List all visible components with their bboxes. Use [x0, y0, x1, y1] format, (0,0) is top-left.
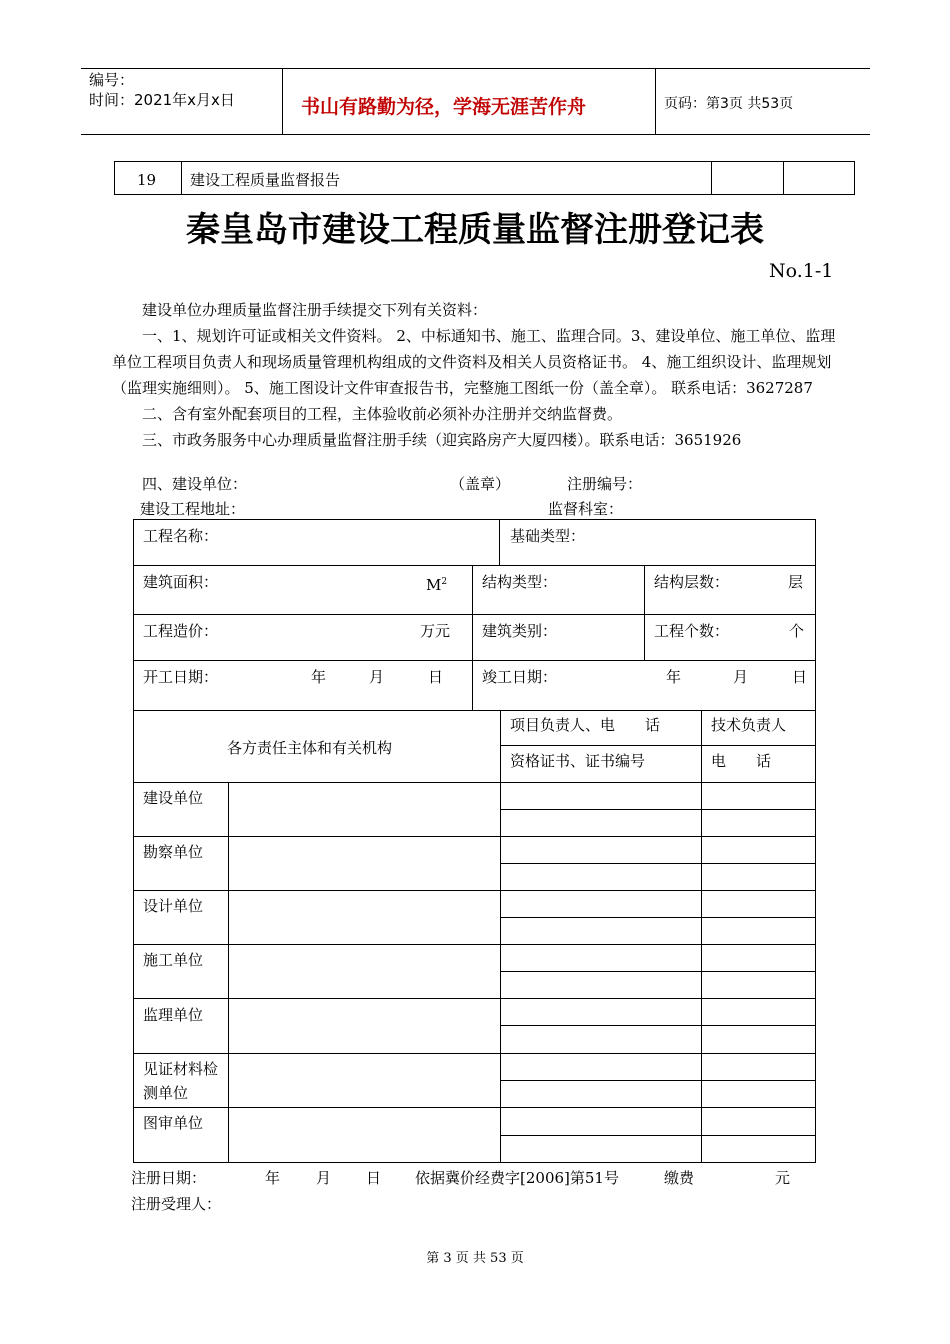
- registration-number-label: 注册编号：: [567, 475, 643, 493]
- table-border: [133, 614, 816, 615]
- table-border: [499, 519, 500, 566]
- area-unit: [426, 572, 447, 595]
- instructions-item-2: 二、含有室外配套项目的工程，主体验收前必须补办注册并交纳监督费。: [142, 405, 623, 423]
- seal-label: （盖章）: [450, 475, 511, 493]
- toprow-top-border: [114, 161, 855, 162]
- unit-label-drawing-review: 图审单位: [143, 1114, 204, 1132]
- end-year: 年: [666, 668, 682, 686]
- structure-floors-label: 结构层数：: [654, 573, 730, 591]
- registration-year: 年: [265, 1169, 281, 1187]
- end-day: 日: [792, 668, 808, 686]
- toprow-border-3: [783, 161, 784, 195]
- table-border: [815, 519, 816, 711]
- instructions-item-1: 一、1、规划许可证或相关文件资料。 2、中标通知书、施工、监理合同。3、建设单位、施工单位、监理单位工程项目负责人和现场质量管理机构组成的文件资料及相关人员资格证书。 4、施工组织设计、监理规划（监理实施细则）。 5、施工图设计文件审查报告书，完整施工图纸一份（盖全章）。 联系电话：3627287: [112, 327, 836, 397]
- certificate-header: 资格证书、证书编号: [510, 752, 646, 770]
- foundation-type-label: 基础类型：: [510, 527, 586, 545]
- table-border: [133, 519, 134, 711]
- table-border: [815, 710, 816, 1163]
- table-border: [133, 660, 816, 661]
- project-cost-label: 工程造价：: [143, 622, 219, 640]
- toprow-name: 建设工程质量监督报告: [190, 171, 341, 189]
- building-area-label: 建筑面积：: [143, 573, 219, 591]
- number-label: 编号：: [89, 71, 135, 89]
- table-border: [228, 782, 229, 1163]
- page-footer: 第 3 页 共 53 页: [426, 1251, 524, 1266]
- table-border: [133, 1162, 816, 1163]
- cost-unit: 万元: [420, 622, 451, 640]
- header-divider-2: [655, 68, 656, 135]
- table-border: [133, 710, 816, 711]
- table-border: [500, 971, 816, 972]
- fee-unit: 元: [775, 1169, 791, 1187]
- structure-type-label: 结构类型：: [482, 573, 558, 591]
- registration-month: 月: [316, 1169, 332, 1187]
- instructions: [112, 297, 842, 453]
- table-border: [472, 565, 473, 711]
- address-label: 建设工程地址：: [140, 500, 246, 518]
- table-border: [701, 710, 702, 1163]
- unit-label-builder: 建设单位: [143, 789, 204, 807]
- table-border: [500, 863, 816, 864]
- table-border: [133, 565, 816, 566]
- unit-label-supervision: 监理单位: [143, 1006, 204, 1024]
- header-divider-1: [282, 68, 283, 135]
- page-title: 秦皇岛市建设工程质量监督注册登记表: [186, 210, 764, 250]
- fee-label: 缴费: [664, 1169, 695, 1187]
- pm-phone-header: 项目负责人、电 话: [510, 716, 661, 734]
- toprow-index: 19: [137, 171, 157, 189]
- unit-label-survey: 勘察单位: [143, 843, 204, 861]
- table-border: [133, 782, 816, 783]
- building-category-label: 建筑类别：: [482, 622, 558, 640]
- tech-lead-header: 技术负责人: [711, 716, 787, 734]
- table-border: [500, 710, 501, 1163]
- table-border: [133, 944, 816, 945]
- table-border: [500, 1025, 816, 1026]
- toprow-border-left: [114, 161, 115, 195]
- table-border: [133, 1053, 816, 1054]
- table-border: [500, 1135, 816, 1136]
- motto: 书山有路勤为径，学海无涯苦作舟: [301, 96, 587, 118]
- end-month: 月: [733, 668, 749, 686]
- unit-label-testing: 见证材料检测单位: [143, 1060, 219, 1102]
- builder-label: 四、建设单位：: [142, 475, 248, 493]
- table-border: [133, 890, 816, 891]
- registration-day: 日: [366, 1169, 382, 1187]
- toprow-border-2: [711, 161, 712, 195]
- time-label: 时间：2021年x月x日: [89, 91, 235, 109]
- fee-basis: 依据冀价经费字[2006]第51号: [415, 1169, 619, 1187]
- table-border: [500, 917, 816, 918]
- unit-label-design: 设计单位: [143, 897, 204, 915]
- supervision-section-label: 监督科室：: [548, 500, 624, 518]
- start-date-label: 开工日期：: [143, 668, 219, 686]
- table-border: [133, 998, 816, 999]
- form-number: No.1-1: [769, 260, 834, 282]
- instructions-item-3: 三、市政务服务中心办理质量监督注册手续（迎宾路房产大厦四楼）。联系电话：3651926: [142, 431, 742, 449]
- table-border: [500, 1080, 816, 1081]
- project-count-label: 工程个数：: [654, 622, 730, 640]
- phone-header: 电 话: [711, 752, 772, 770]
- start-year: 年: [311, 668, 327, 686]
- toprow-border-right: [854, 161, 855, 195]
- header-top-rule: [81, 68, 870, 69]
- project-name-label: 工程名称：: [143, 527, 219, 545]
- table-border: [644, 565, 645, 661]
- end-date-label: 竣工日期：: [482, 668, 558, 686]
- receiver-label: 注册受理人：: [131, 1195, 222, 1213]
- instructions-intro: 建设单位办理质量监督注册手续提交下列有关资料：: [142, 301, 488, 319]
- toprow-bottom-border: [114, 194, 855, 195]
- table-border: [133, 519, 816, 520]
- table-border: [500, 745, 816, 746]
- start-day: 日: [428, 668, 444, 686]
- table-border: [133, 710, 134, 1163]
- count-unit: 个: [789, 622, 805, 640]
- table-border: [133, 1107, 816, 1108]
- toprow-border-1: [181, 161, 182, 195]
- table-border: [133, 836, 816, 837]
- parties-header: 各方责任主体和有关机构: [227, 739, 393, 757]
- unit-label-construction: 施工单位: [143, 951, 204, 969]
- page-label: 页码：第3页 共53页: [664, 96, 794, 112]
- table-border: [500, 809, 816, 810]
- start-month: 月: [369, 668, 385, 686]
- registration-date-label: 注册日期：: [131, 1169, 207, 1187]
- header-bottom-rule: [81, 134, 870, 135]
- floors-unit: 层: [788, 573, 804, 591]
- area-unit-base: M: [426, 576, 442, 594]
- area-unit-superscript: 2: [441, 577, 448, 587]
